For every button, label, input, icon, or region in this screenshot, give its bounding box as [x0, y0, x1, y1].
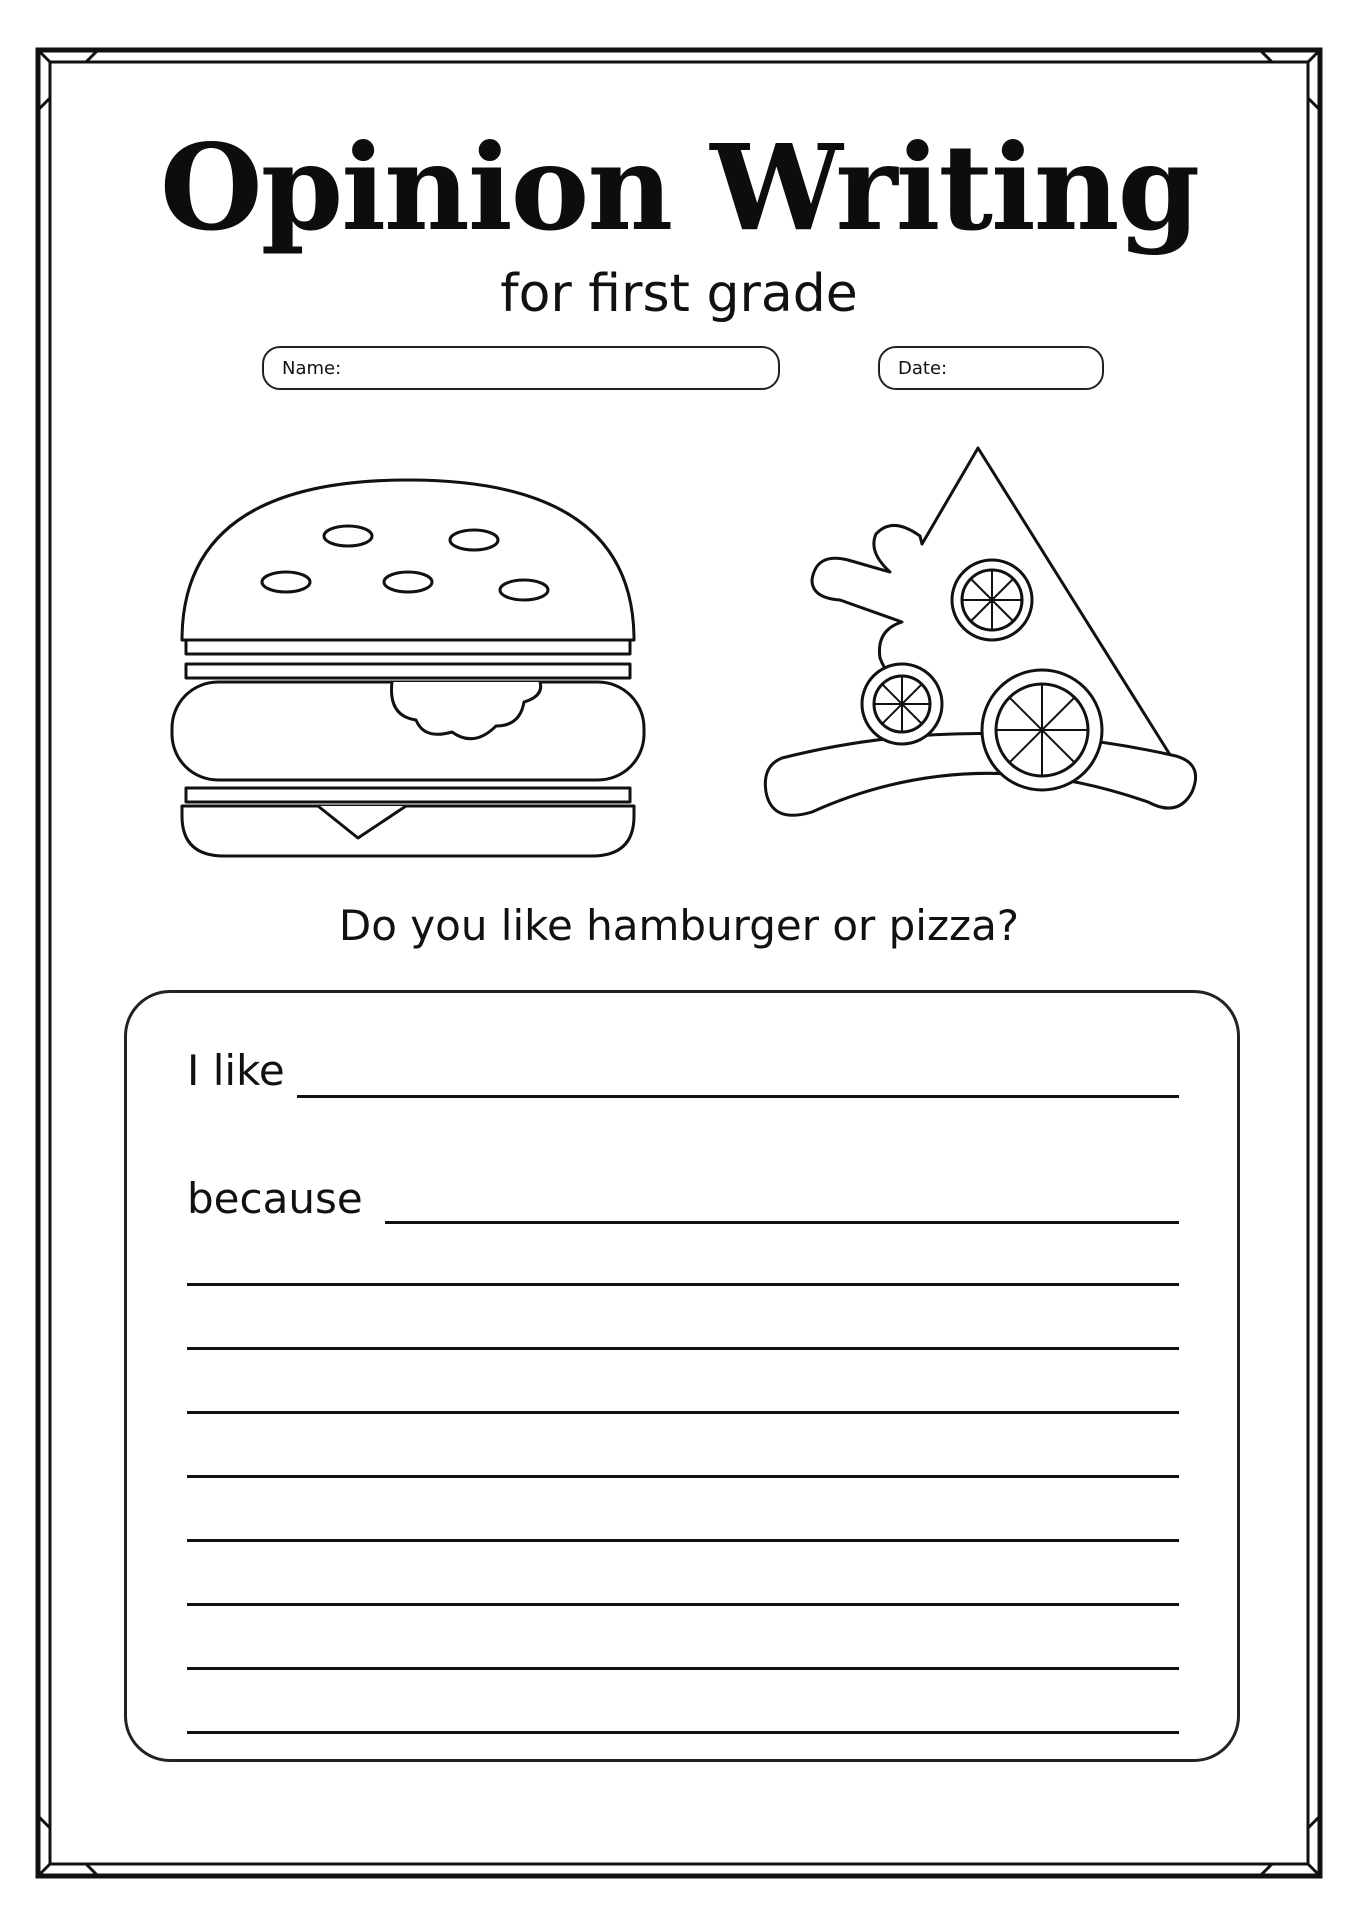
writing-line[interactable]	[385, 1221, 1179, 1224]
date-label: Date:	[898, 357, 948, 379]
writing-line[interactable]	[187, 1731, 1179, 1734]
date-field[interactable]	[878, 346, 1104, 390]
prompt-because: because	[187, 1174, 363, 1223]
name-field[interactable]	[262, 346, 780, 390]
writing-line[interactable]	[187, 1283, 1179, 1286]
name-label: Name:	[282, 357, 342, 379]
pizza-slice-icon	[752, 440, 1204, 880]
writing-line[interactable]	[187, 1347, 1179, 1350]
hamburger-icon	[168, 470, 648, 860]
writing-line[interactable]	[187, 1539, 1179, 1542]
page-subtitle: for first grade	[500, 264, 858, 324]
writing-line[interactable]	[187, 1603, 1179, 1606]
writing-line[interactable]	[187, 1475, 1179, 1478]
prompt-i-like: I like	[187, 1046, 285, 1095]
question-text: Do you like hamburger or pizza?	[338, 901, 1020, 950]
writing-line[interactable]	[187, 1667, 1179, 1670]
answer-box	[124, 990, 1240, 1762]
writing-line[interactable]	[297, 1095, 1179, 1098]
writing-line[interactable]	[187, 1411, 1179, 1414]
date-input[interactable]	[953, 352, 1182, 384]
name-input[interactable]	[347, 352, 778, 384]
page-title: Opinion Writing	[159, 118, 1199, 257]
